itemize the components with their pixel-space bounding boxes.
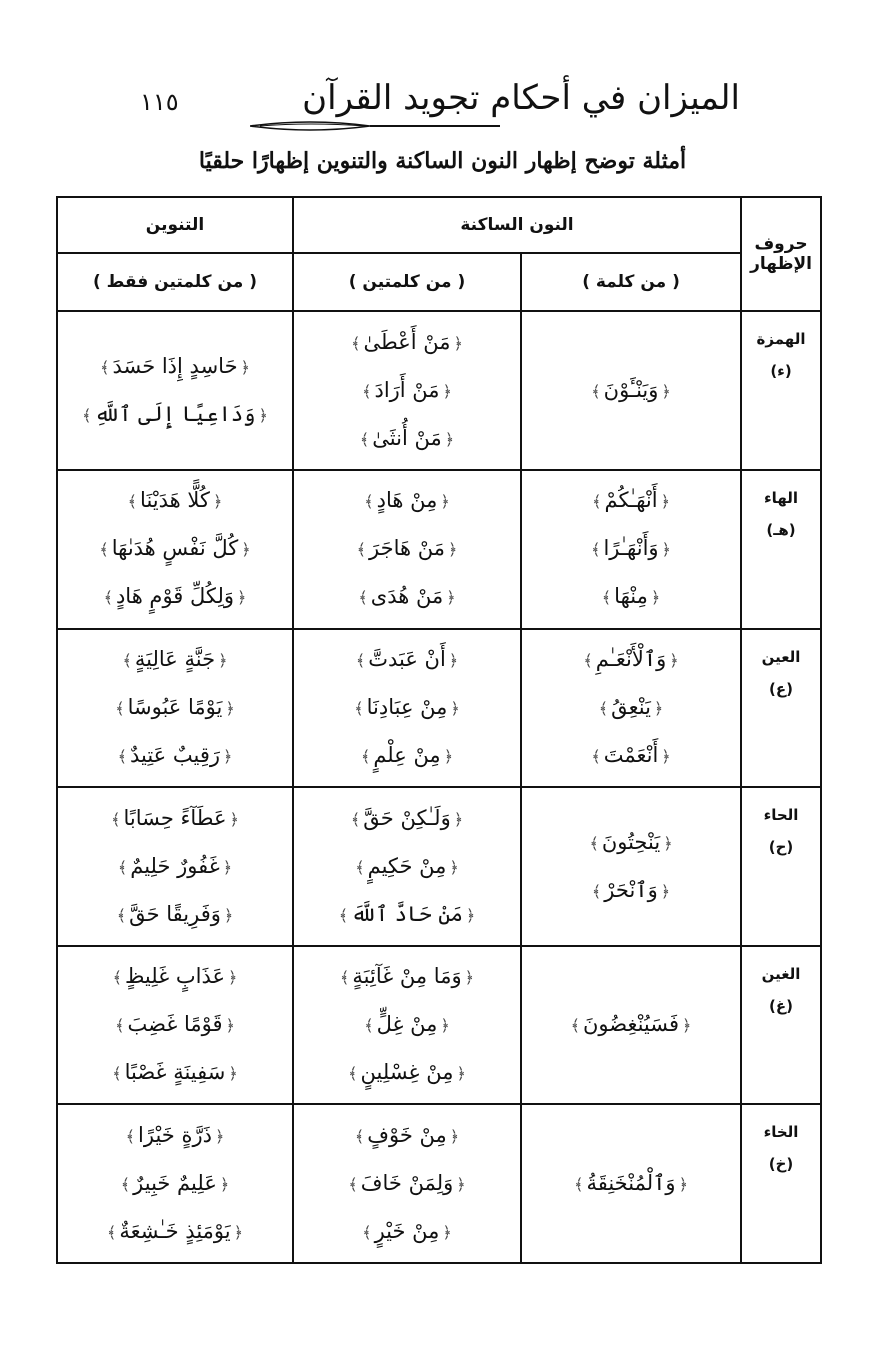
example-text: وَٱلْأَنْعَـٰمِ	[595, 646, 667, 671]
page-number: ١١٥	[140, 88, 179, 116]
quran-example	[294, 1112, 520, 1160]
ornate-bracket-open-icon: ﴿	[669, 650, 679, 670]
ornate-bracket-close-icon: ﴾	[117, 746, 127, 766]
ornate-bracket-open-icon: ﴿	[449, 857, 459, 877]
quran-example	[294, 732, 520, 780]
quran-example	[294, 843, 520, 891]
subheader-two-words: ( من كلمتين )	[293, 253, 521, 311]
letter-symbol: (غ)	[769, 996, 793, 1015]
example-text: يَنْحِتُونَ	[601, 829, 661, 854]
example-text: وَأَنْهَـٰرًا	[603, 536, 659, 561]
ornate-bracket-close-icon: ﴾	[364, 1016, 374, 1036]
quran-example	[58, 525, 292, 573]
ornate-bracket-open-icon: ﴿	[663, 833, 673, 853]
example-text: عَذَابٍ غَلِيظٍ	[124, 964, 226, 989]
quran-example	[58, 1160, 292, 1208]
example-text: وَفَرِيقًا حَقَّ	[129, 901, 221, 926]
quran-example	[522, 867, 740, 915]
quran-example	[294, 367, 520, 415]
ornate-bracket-close-icon: ﴾	[340, 968, 350, 988]
quran-example	[522, 684, 740, 732]
quran-example	[294, 684, 520, 732]
letter-name: الخاء	[763, 1123, 799, 1142]
example-text: وَٱنْحَرْ	[604, 877, 658, 902]
quran-example	[58, 891, 292, 939]
letter-cell	[741, 1104, 821, 1263]
quran-example	[294, 319, 520, 367]
tanween-cell	[57, 311, 293, 470]
quran-example	[58, 391, 292, 439]
ornate-bracket-close-icon: ﴾	[358, 588, 368, 608]
example-text: مَنْ هَاجَرَ	[369, 536, 445, 561]
ornate-bracket-close-icon: ﴾	[356, 540, 367, 560]
quran-example	[58, 343, 292, 391]
quran-example	[294, 477, 520, 525]
ornate-bracket-open-icon: ﴿	[464, 968, 474, 988]
ornate-bracket-open-icon: ﴿	[661, 746, 671, 766]
example-text: وَمَا مِنْ غَآئِبَةٍ	[352, 964, 462, 989]
ornate-bracket-close-icon: ﴾	[107, 1222, 117, 1242]
ornate-bracket-close-icon: ﴾	[570, 1016, 580, 1036]
ornate-bracket-close-icon: ﴾	[574, 1174, 584, 1194]
header-letters	[741, 197, 821, 311]
letter-name: العين	[761, 647, 801, 666]
example-text: عَطَآءً حِسَابًا	[123, 805, 227, 830]
tanween-cell	[57, 787, 293, 946]
ornate-bracket-open-icon: ﴿	[229, 809, 239, 829]
quran-example	[294, 1160, 520, 1208]
ornate-bracket-open-icon: ﴿	[440, 492, 450, 512]
ornate-bracket-close-icon: ﴾	[591, 746, 601, 766]
tanween-cell	[57, 470, 293, 629]
example-text: مِنْ عِلْمٍ	[373, 742, 441, 767]
quran-example	[522, 477, 740, 525]
example-text: مِنْ حَكِيمٍ	[367, 853, 447, 878]
ornate-bracket-open-icon: ﴿	[448, 650, 459, 670]
example-text: جَنَّةٍ عَالِيَةٍ	[134, 646, 216, 671]
quran-example	[294, 525, 520, 573]
quran-example	[58, 684, 292, 732]
quran-example	[58, 1208, 292, 1256]
table-row	[57, 787, 821, 946]
ornate-bracket-open-icon: ﴿	[240, 357, 250, 377]
ornate-bracket-open-icon: ﴿	[228, 968, 238, 988]
ornate-bracket-open-icon: ﴿	[228, 1064, 238, 1084]
ornate-bracket-close-icon: ﴾	[348, 1064, 358, 1084]
example-text: مَنْ حَادَّ ٱللَّهَ	[351, 901, 463, 926]
letter-cell	[741, 311, 821, 470]
quran-example	[294, 636, 520, 684]
quran-example	[522, 573, 740, 621]
example-text: غَفُورٌ حَلِيمٌ	[130, 853, 220, 878]
quran-example	[294, 953, 520, 1001]
ornate-bracket-close-icon: ﴾	[127, 492, 138, 512]
ornate-bracket-close-icon: ﴾	[117, 857, 128, 877]
table-body	[57, 311, 821, 1263]
ornate-bracket-open-icon: ﴿	[682, 1016, 692, 1036]
quran-example	[522, 525, 740, 573]
example-text: قَوْمًا غَضِبَ	[127, 1012, 223, 1037]
table-row	[57, 629, 821, 788]
ornate-bracket-close-icon: ﴾	[598, 698, 609, 718]
quran-example	[522, 636, 740, 684]
ornate-bracket-close-icon: ﴾	[591, 381, 601, 401]
ornate-bracket-open-icon: ﴿	[447, 540, 458, 560]
one-word-cell	[521, 311, 741, 470]
ornate-bracket-close-icon: ﴾	[115, 1016, 125, 1036]
example-text: وَلِمَنْ خَافَ	[360, 1170, 454, 1195]
one-word-cell	[521, 946, 741, 1105]
example-text: أَنْعَمْتَ	[603, 742, 659, 767]
ornate-bracket-close-icon: ﴾	[99, 540, 109, 560]
ornate-bracket-close-icon: ﴾	[362, 1222, 372, 1242]
quran-example	[58, 953, 292, 1001]
example-text: مِنْ غِسْلِينٍ	[360, 1060, 454, 1085]
ornate-bracket-open-icon: ﴿	[219, 1174, 230, 1194]
example-text: فَسَيُنْغِضُونَ	[582, 1012, 680, 1037]
tanween-cell	[57, 1104, 293, 1263]
ornate-bracket-open-icon: ﴿	[440, 1016, 450, 1036]
example-text: مَنْ أَرَادَ	[374, 377, 440, 402]
example-text: مِنْ خَوْفٍ	[367, 1122, 447, 1147]
quran-example	[522, 819, 740, 867]
letter-symbol: (هـ)	[766, 521, 796, 540]
example-text: سَفِينَةٍ غَصْبًا	[124, 1060, 226, 1085]
ornate-bracket-open-icon: ﴿	[258, 405, 268, 425]
example-text: مِنْ هَادٍ	[376, 488, 438, 513]
ornate-bracket-open-icon: ﴿	[223, 746, 233, 766]
quran-example	[522, 367, 740, 415]
ornate-bracket-open-icon: ﴿	[678, 1174, 688, 1194]
example-text: ذَرَّةٍ خَيْرًا	[138, 1122, 212, 1147]
ornate-bracket-close-icon: ﴾	[359, 429, 370, 449]
ornate-bracket-open-icon: ﴿	[456, 1174, 466, 1194]
letter-symbol: (ء)	[770, 362, 792, 381]
ornate-bracket-close-icon: ﴾	[112, 968, 122, 988]
ornate-bracket-close-icon: ﴾	[355, 857, 365, 877]
tanween-cell	[57, 946, 293, 1105]
ornate-bracket-close-icon: ﴾	[112, 1064, 122, 1084]
quran-example	[294, 795, 520, 843]
ornate-bracket-close-icon: ﴾	[103, 588, 113, 608]
example-text: مِنْ خَيْرٍ	[374, 1218, 440, 1243]
header-tanween: التنوين	[57, 197, 293, 253]
ornate-bracket-close-icon: ﴾	[351, 333, 361, 353]
ornate-bracket-close-icon: ﴾	[115, 698, 125, 718]
example-text: مِنْ غِلٍّ	[376, 1012, 438, 1037]
ornate-bracket-close-icon: ﴾	[348, 1174, 358, 1194]
ornate-bracket-open-icon: ﴿	[660, 492, 670, 512]
ornate-bracket-close-icon: ﴾	[362, 381, 372, 401]
example-text: مَنْ أَعْطَىٰ	[363, 329, 451, 354]
ornate-bracket-open-icon: ﴿	[225, 698, 235, 718]
ornate-bracket-open-icon: ﴿	[223, 905, 234, 925]
ornate-bracket-close-icon: ﴾	[360, 746, 371, 766]
two-words-cell	[293, 787, 521, 946]
ornate-bracket-open-icon: ﴿	[442, 1222, 452, 1242]
tanween-cell	[57, 629, 293, 788]
ornate-bracket-close-icon: ﴾	[355, 650, 366, 670]
example-text: مَنْ هُدَى	[370, 584, 444, 609]
ornate-bracket-close-icon: ﴾	[120, 1174, 131, 1194]
example-text: عَلِيمٌ خَبِيرٌ	[133, 1170, 217, 1195]
one-word-cell	[521, 787, 741, 946]
table-subtitle: أمثلة توضح إظهار النون الساكنة والتنوين إظهارًا حلقيًا	[198, 148, 687, 174]
ornate-bracket-close-icon: ﴾	[364, 492, 374, 512]
subheader-one-word: ( من كلمة )	[521, 253, 741, 311]
ornate-bracket-open-icon: ﴿	[465, 905, 476, 925]
quran-example	[58, 573, 292, 621]
ornate-bracket-open-icon: ﴿	[661, 381, 671, 401]
example-text: وَيَنْـَٔوْنَ	[603, 377, 659, 402]
ornate-bracket-open-icon: ﴿	[233, 1222, 243, 1242]
two-words-cell	[293, 311, 521, 470]
table-row	[57, 946, 821, 1105]
ornament-line-icon	[250, 114, 500, 138]
example-text: يَنْعِقُ	[611, 694, 651, 719]
ornate-bracket-open-icon: ﴿	[453, 333, 463, 353]
quran-example	[294, 573, 520, 621]
ornate-bracket-close-icon: ﴾	[100, 357, 110, 377]
ornate-bracket-open-icon: ﴿	[237, 588, 247, 608]
quran-example	[522, 1160, 740, 1208]
ornate-bracket-open-icon: ﴿	[450, 698, 460, 718]
ornate-bracket-open-icon: ﴿	[453, 809, 464, 829]
letter-cell	[741, 787, 821, 946]
quran-example	[58, 732, 292, 780]
quran-example	[58, 1112, 292, 1160]
ornate-bracket-open-icon: ﴿	[456, 1064, 466, 1084]
letter-cell	[741, 946, 821, 1105]
letter-symbol: (ع)	[769, 679, 793, 698]
example-text: وَٱلْمُنْخَنِقَةُ	[586, 1170, 676, 1195]
one-word-cell	[521, 629, 741, 788]
two-words-cell	[293, 946, 521, 1105]
two-words-cell	[293, 470, 521, 629]
ornate-bracket-open-icon: ﴿	[218, 650, 228, 670]
example-text: وَلِكُلِّ قَوْمٍ هَادٍ	[115, 584, 235, 609]
ornate-bracket-close-icon: ﴾	[591, 540, 601, 560]
quran-example	[294, 891, 520, 939]
example-text: حَاسِدٍ إِذَا حَسَدَ	[112, 353, 238, 378]
ornate-bracket-close-icon: ﴾	[338, 905, 349, 925]
quran-example	[58, 795, 292, 843]
ornate-bracket-close-icon: ﴾	[592, 492, 602, 512]
two-words-cell	[293, 629, 521, 788]
ornate-bracket-close-icon: ﴾	[354, 698, 364, 718]
ornate-bracket-open-icon: ﴿	[446, 588, 456, 608]
ornate-bracket-open-icon: ﴿	[660, 881, 671, 901]
ornate-bracket-close-icon: ﴾	[601, 588, 612, 608]
one-word-cell	[521, 1104, 741, 1263]
example-text: مِنْهَا	[614, 584, 648, 609]
example-text: وَدَاعِيًا إِلَى ٱللَّهِ	[94, 401, 256, 426]
ornate-bracket-open-icon: ﴿	[443, 746, 454, 766]
letter-symbol: (ح)	[768, 838, 794, 857]
subheader-two-words-only: ( من كلمتين فقط )	[57, 253, 293, 311]
ornate-bracket-open-icon: ﴿	[661, 540, 671, 560]
quran-example	[58, 636, 292, 684]
ornate-bracket-open-icon: ﴿	[241, 540, 251, 560]
quran-example	[522, 732, 740, 780]
example-text: مَنْ أُنثَىٰ	[372, 425, 442, 450]
ornate-bracket-close-icon: ﴾	[122, 650, 132, 670]
ornate-bracket-close-icon: ﴾	[583, 650, 593, 670]
ornate-bracket-close-icon: ﴾	[589, 833, 599, 853]
ornate-bracket-close-icon: ﴾	[111, 809, 121, 829]
letter-cell	[741, 629, 821, 788]
letter-name: الهاء	[764, 489, 798, 508]
letter-name: الحاء	[763, 806, 799, 825]
example-text: يَوْمَئِذٍ خَـٰشِعَةٌ	[119, 1218, 231, 1243]
one-word-cell	[521, 470, 741, 629]
example-text: يَوْمًا عَبُوسًا	[127, 694, 223, 719]
ornate-bracket-close-icon: ﴾	[116, 905, 127, 925]
ornate-bracket-open-icon: ﴿	[222, 857, 233, 877]
letter-name: الغين	[761, 964, 801, 983]
example-text: رَقِيبٌ عَتِيدٌ	[129, 742, 221, 767]
book-title: الميزان في أحكام تجويد القرآن	[302, 78, 740, 118]
ornate-bracket-open-icon: ﴿	[444, 429, 455, 449]
quran-example	[522, 1001, 740, 1049]
letter-symbol: (خ)	[768, 1155, 794, 1174]
example-text: مِنْ عِبَادِنَا	[366, 694, 448, 719]
table-row	[57, 470, 821, 629]
header-letters-label: حروف الإظهار	[750, 234, 812, 275]
header-noon-sakina: النون الساكنة	[293, 197, 741, 253]
quran-example	[58, 1001, 292, 1049]
example-text: وَلَـٰكِنْ حَقَّ	[363, 805, 451, 830]
ornate-bracket-open-icon: ﴿	[650, 588, 661, 608]
page-header	[100, 78, 740, 138]
ornate-bracket-close-icon: ﴾	[125, 1126, 136, 1146]
izhar-examples-table	[56, 196, 822, 1264]
ornate-bracket-open-icon: ﴿	[212, 492, 223, 512]
example-text: كُلًّا هَدَيْنَا	[140, 488, 210, 513]
ornate-bracket-close-icon: ﴾	[350, 809, 361, 829]
quran-example	[58, 1049, 292, 1097]
table-row	[57, 1104, 821, 1263]
ornate-bracket-open-icon: ﴿	[653, 698, 664, 718]
two-words-cell	[293, 1104, 521, 1263]
quran-example	[294, 1001, 520, 1049]
example-text: كُلَّ نَفْسٍ هُدَىٰهَا	[111, 536, 239, 561]
table-row	[57, 311, 821, 470]
ornate-bracket-open-icon: ﴿	[214, 1126, 225, 1146]
letter-name: الهمزة	[756, 330, 806, 349]
ornate-bracket-open-icon: ﴿	[442, 381, 452, 401]
quran-example	[294, 415, 520, 463]
ornate-bracket-open-icon: ﴿	[449, 1126, 460, 1146]
ornate-bracket-close-icon: ﴾	[354, 1126, 365, 1146]
example-text: أَنْهَـٰكُمْ	[604, 488, 658, 513]
ornate-bracket-close-icon: ﴾	[591, 881, 602, 901]
quran-example	[58, 477, 292, 525]
quran-example	[294, 1208, 520, 1256]
ornate-bracket-close-icon: ﴾	[82, 405, 92, 425]
example-text: أَنْ عَبَدتَّ	[368, 646, 446, 671]
ornate-bracket-open-icon: ﴿	[225, 1016, 235, 1036]
quran-example	[58, 843, 292, 891]
letter-cell	[741, 470, 821, 629]
quran-example	[294, 1049, 520, 1097]
